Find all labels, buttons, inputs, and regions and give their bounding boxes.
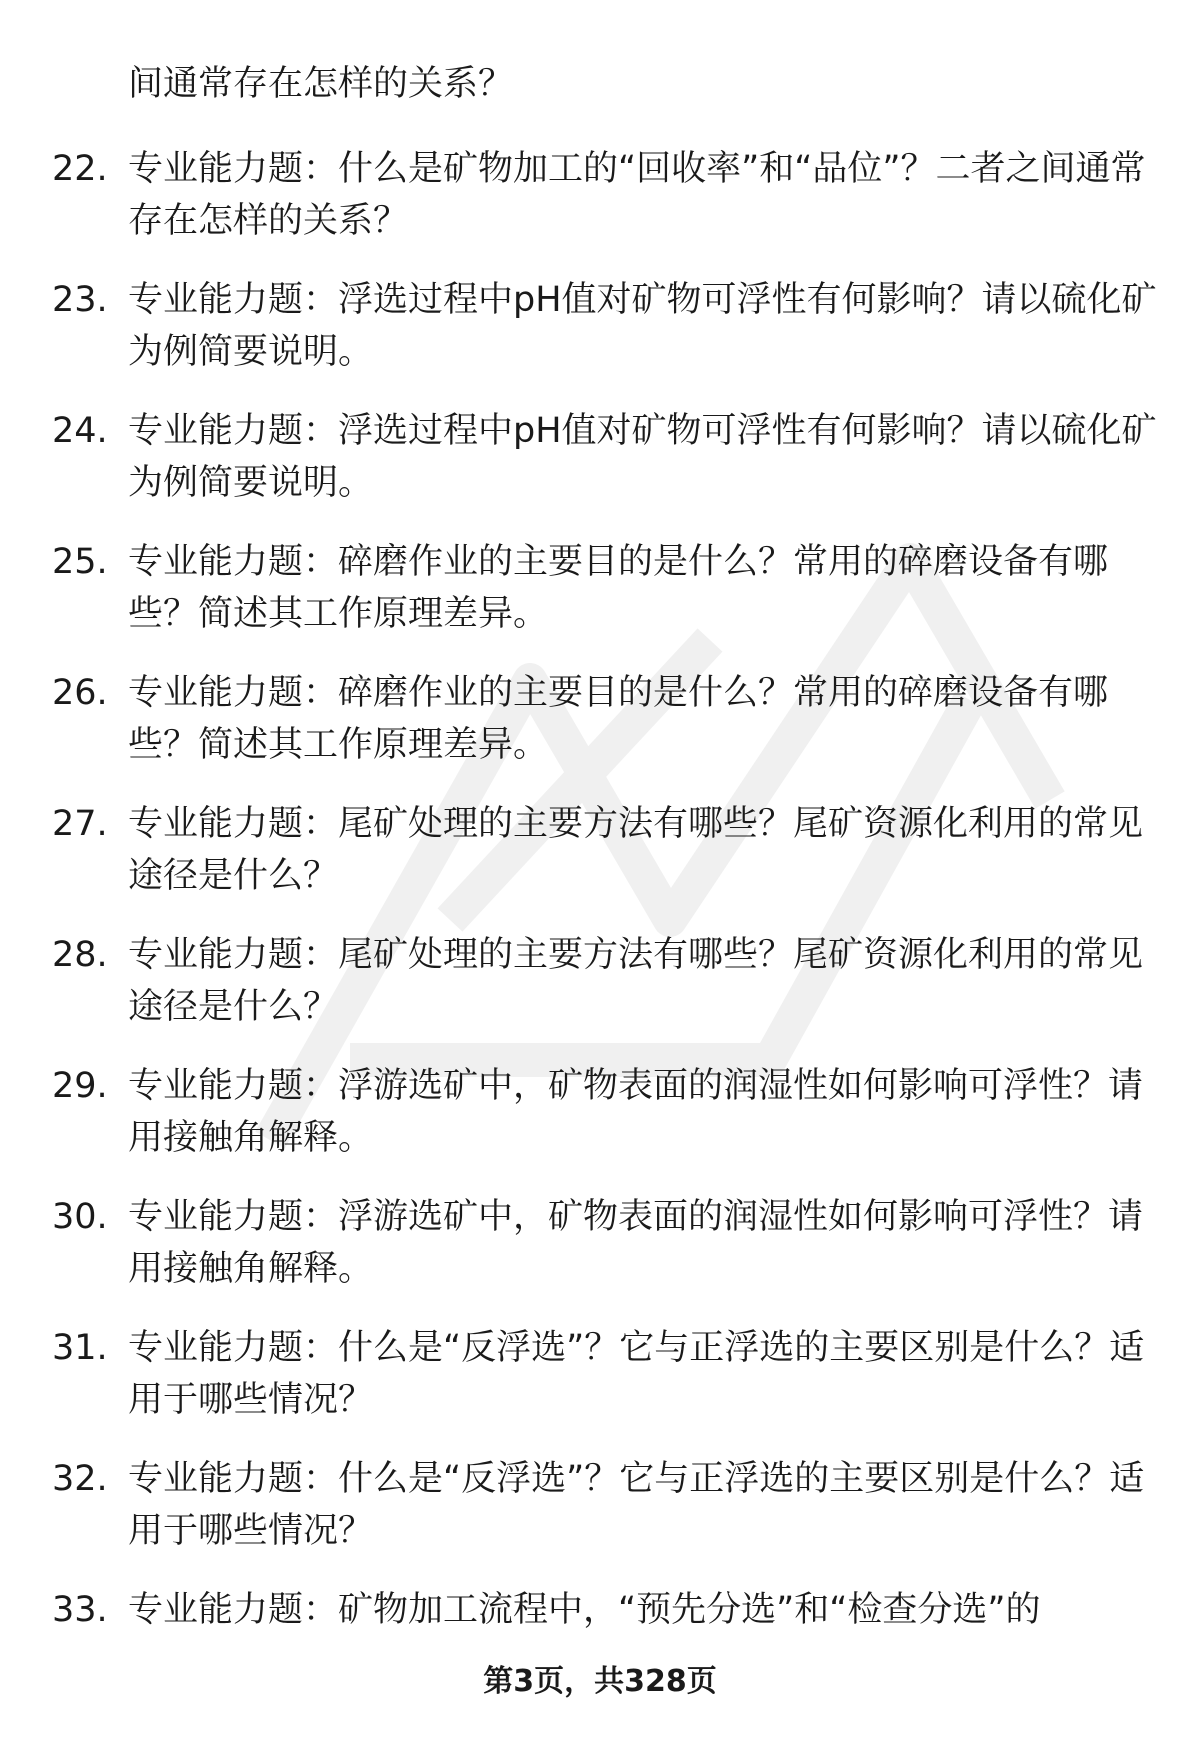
question-number: 24. — [52, 411, 108, 451]
question-list — [0, 143, 1200, 1715]
list-item — [0, 667, 1200, 798]
question-text: 专业能力题：碎磨作业的主要目的是什么？常用的碎磨设备有哪些？简述其工作原理差异。 — [128, 673, 1109, 765]
question-text: 专业能力题：浮选过程中pH值对矿物可浮性有何影响？请以硫化矿为例简要说明。 — [128, 411, 1157, 503]
question-text: 专业能力题：矿物加工流程中，“预先分选”和“检查分选”的 — [128, 1590, 1041, 1630]
list-item — [0, 274, 1200, 405]
list-item — [0, 536, 1200, 667]
question-number: 33. — [52, 1590, 108, 1630]
question-text: 专业能力题：浮游选矿中，矿物表面的润湿性如何影响可浮性？请用接触角解释。 — [128, 1066, 1144, 1158]
carryover-text: 间通常存在怎样的关系？ — [128, 64, 514, 104]
page-number-footer: 第3页，共328页 — [483, 1664, 717, 1699]
question-number: 25. — [52, 542, 108, 582]
list-item — [0, 798, 1200, 929]
list-item — [0, 1453, 1200, 1584]
list-item — [0, 1322, 1200, 1453]
list-item — [0, 1191, 1200, 1322]
question-text: 专业能力题：碎磨作业的主要目的是什么？常用的碎磨设备有哪些？简述其工作原理差异。 — [128, 542, 1109, 634]
question-text: 专业能力题：什么是“反浮选”？它与正浮选的主要区别是什么？适用于哪些情况？ — [128, 1328, 1145, 1420]
question-number: 22. — [52, 149, 108, 189]
list-item — [0, 143, 1200, 274]
question-number: 27. — [52, 804, 108, 844]
question-number: 31. — [52, 1328, 108, 1368]
question-number: 30. — [52, 1197, 108, 1237]
question-text: 专业能力题：尾矿处理的主要方法有哪些？尾矿资源化利用的常见途径是什么？ — [128, 935, 1144, 1027]
question-text: 专业能力题：尾矿处理的主要方法有哪些？尾矿资源化利用的常见途径是什么？ — [128, 804, 1144, 896]
question-number: 28. — [52, 935, 108, 975]
list-item — [0, 405, 1200, 536]
question-number: 23. — [52, 280, 108, 320]
question-text: 专业能力题：浮选过程中pH值对矿物可浮性有何影响？请以硫化矿为例简要说明。 — [128, 280, 1157, 372]
question-number: 29. — [52, 1066, 108, 1106]
list-item — [0, 929, 1200, 1060]
question-text: 专业能力题：什么是“反浮选”？它与正浮选的主要区别是什么？适用于哪些情况？ — [128, 1459, 1145, 1551]
list-item — [0, 1060, 1200, 1191]
question-number: 26. — [52, 673, 108, 713]
question-text: 专业能力题：浮游选矿中，矿物表面的润湿性如何影响可浮性？请用接触角解释。 — [128, 1197, 1144, 1289]
question-number: 32. — [52, 1459, 108, 1499]
question-text: 专业能力题：什么是矿物加工的“回收率”和“品位”？二者之间通常存在怎样的关系？ — [128, 149, 1146, 241]
